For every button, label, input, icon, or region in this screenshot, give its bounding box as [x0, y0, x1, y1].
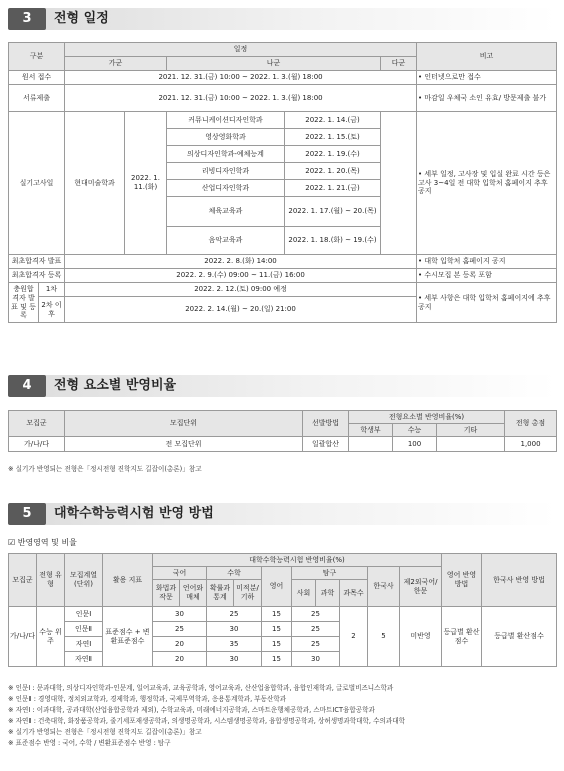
section-number: 3 [8, 8, 46, 30]
section-3-header [8, 8, 556, 30]
section-4-header [8, 375, 556, 397]
section-5-header [8, 503, 556, 525]
suneung-table: 모집군 전형 유형 모집계열 (단위) 활용 지표 대학수학능력시험 반영비율(%) 영어 반영 방법 한국사 반영 방법 국어 수학 영어 탐구 한국사 제2외국어/ 한문 화법과 작문 언어와 매체 확률과 통계 미적분/ 기하 사회 과학 과목수 가/나/다 수능 위주 인문Ⅰ 표준점수 + 변환표준점수 30 25 15 25 2 5 미반영 등급별 환산점수 등급별 환산점수 인문Ⅱ 25 30 15 25 자연Ⅰ 20 35 15 25 자연Ⅱ 20 30 15 30 [8, 553, 557, 667]
checkbox-icon: ☑ [8, 538, 16, 547]
section-number: 5 [8, 503, 46, 525]
table-row: 가/나/다 수능 위주 인문Ⅰ 표준점수 + 변환표준점수 30 25 15 25 2 5 미반영 등급별 환산점수 등급별 환산점수 [9, 607, 557, 622]
schedule-table: 구분 일정 비고 가군 나군 다군 원서 접수 2021. 12. 31.(금) 10:00 ~ 2022. 1. 3.(월) 18:00 • 인터넷으로만 접수 서류제출 2021. 12. 31.(금) 10:00 ~ 2022. 1. 3.(월) 18:00 • 마감일 우체국 소인 유효/ 방문제출 불가 실기고사일 현대미술학과 2022. 1. 11.(화) 커뮤니케이션디자인학과 2022. 1. 14.(금) • 세부 일정, 고사장 및 입실 완료 시간 등은 고사 3~4일 전 대학 입학처 홈페이지 추후 공지 영상영화학과 2022. 1. 15.(토) 의상디자인학과-예체능계 2022. 1. 19.(수) 리빙디자인학과 2022. 1. 20.(목) 산업디자인학과 2022. 1. 21.(금) 체육교육과 2022. 1. 17.(월) ~ 20.(목) 음악교육과 2022. 1. 18.(화) ~ 19.(수) 최초합격자 발표 2022. 2. 8.(화) 14:00 • 대학 입학처 홈페이지 공지 최초합격자 등록 2022. 2. 9.(수) 09:00 ~ 11.(금) 16:00 • 수시모집 본 등록 포함 충원합격자 발표 및 등록 1차 2022. 2. 12.(토) 09:00 예정 • 세부 사항은 대학 입학처 홈페이지에 추후 공지 2차 이후 2022. 2. 14.(월) ~ 20.(일) 21:00 [8, 42, 557, 323]
section-title: 전형 요소별 반영비율 [54, 378, 177, 393]
row-final-reg: 최초합격자 등록 2022. 2. 9.(수) 09:00 ~ 11.(금) 16:00 • 수시모집 본 등록 포함 [9, 269, 557, 283]
row-final-ann: 최초합격자 발표 2022. 2. 8.(화) 14:00 • 대학 입학처 홈페이지 공지 [9, 255, 557, 269]
row-wonseo: 원서 접수 2021. 12. 31.(금) 10:00 ~ 2022. 1. 3.(월) 18:00 • 인터넷으로만 접수 [9, 71, 557, 85]
table-row: 인문Ⅱ 25 30 15 25 [9, 622, 557, 637]
col-bigo: 비고 [417, 43, 557, 71]
col-na: 나군 [167, 57, 381, 71]
row-silgi: 실기고사일 현대미술학과 2022. 1. 11.(화) 커뮤니케이션디자인학과 2022. 1. 14.(금) • 세부 일정, 고사장 및 입실 완료 시간 등은 고사 3~4일 전 대학 입학처 홈페이지 추후 공지 [9, 112, 557, 129]
sec4-note: ※ 실기가 반영되는 전형은「정시전형 진학지도 길잡이(총론)」참고 [8, 465, 202, 473]
col-gubun: 구분 [9, 43, 65, 71]
ratio-table: 모집군 모집단위 선발방법 전형요소별 반영비율(%) 전형 총점 학생부 수능 기타 가/나/다 전 모집단위 일괄합산 100 1,000 [8, 410, 557, 452]
ratio-row: 가/나/다 전 모집단위 일괄합산 100 1,000 [9, 437, 557, 452]
checkbox-label: ☑ 반영영역 및 비율 [8, 538, 77, 547]
col-ga: 가군 [65, 57, 167, 71]
sec5-notes: ※ 인문Ⅰ : 문과대학, 의상디자인학과-인문계, 일어교육과, 교육공학과, 영어교육과, 산산업융합학과, 융합인재학과, 글로벌비즈니스학과 ※ 인문Ⅱ : 경영대학, 정치외교학과, 경제학과, 행정학과, 국제무역학과, 응용통계학과, 부동산학과 ※ 자연Ⅰ : 이과대학, 공과대학(산업융합공학과 제외), 수학교육과, 미래에너지공학과, 스마트운행체공학과, 스마트ICT융합공학과 ※ 자연Ⅱ : 건축대학, 화장품공학과, 줄기세포재생공학과, 의생명공학과, 시스템생명공학과, 융합생명공학과, 상허생명과학대학, 수의과대학 ※ 실기가 반영되는 전형은「정시전형 진학지도 길잡이(총론)」참고 ※ 표준점수 반영 : 국어, 수학 / 변환표준점수 반영 : 탐구 [8, 684, 405, 747]
table-row: 자연Ⅱ 20 30 15 30 [9, 652, 557, 667]
section-number: 4 [8, 375, 46, 397]
row-seoryu: 서류제출 2021. 12. 31.(금) 10:00 ~ 2022. 1. 3.(월) 18:00 • 마감일 우체국 소인 유효/ 방문제출 불가 [9, 85, 557, 112]
col-iljeong: 일정 [65, 43, 417, 57]
row-extra: 충원합격자 발표 및 등록 1차 2022. 2. 12.(토) 09:00 예정 • 세부 사항은 대학 입학처 홈페이지에 추후 공지 [9, 283, 557, 297]
table-row: 자연Ⅰ 20 35 15 25 [9, 637, 557, 652]
section-title: 대학수학능력시험 반영 방법 [54, 506, 214, 521]
section-title: 전형 일정 [54, 11, 109, 26]
col-da: 다군 [381, 57, 417, 71]
